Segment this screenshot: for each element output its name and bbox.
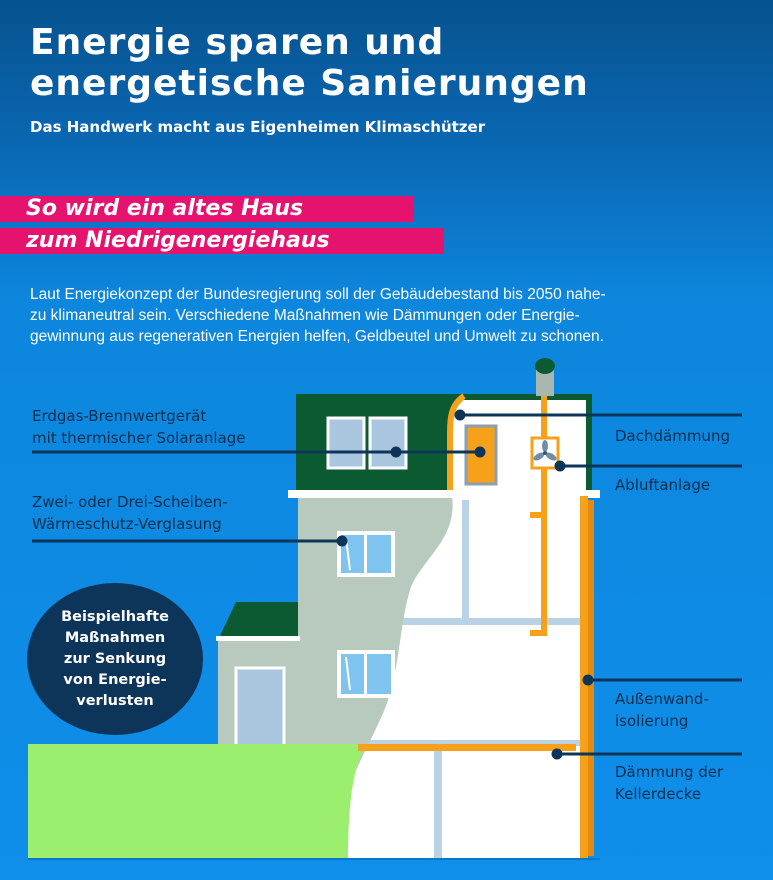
label-exhaust: Abluftanlage (615, 476, 711, 494)
garage-roof-edge (216, 636, 300, 641)
label-basement-insulation: Dämmung der Kellerdecke (615, 763, 724, 803)
label-wall-insulation: Außenwand- isolierung (615, 690, 709, 730)
exhaust-branch-upper (530, 512, 547, 518)
banner-line-2: zum Niedrigenergiehaus (0, 228, 444, 254)
roof-window-left (328, 418, 364, 468)
label-glazing: Zwei- oder Drei-Scheiben- Wärmeschutz-Verglasung (32, 493, 228, 533)
banner-line-1: So wird ein altes Haus (0, 196, 414, 222)
lawn (28, 744, 368, 858)
exhaust-branch-lower (530, 630, 547, 636)
intro-text: Laut Energiekonzept der Bundesregierung soll der Gebäudebestand bis 2050 nahe- zu klimaneutral sein. Verschiedene Maßnahmen wie Dämmungen oder Energie- gewinnung aus regenerativen Energien helfen, Geldbeutel und Umwelt zu schonen. (30, 286, 606, 345)
measures-badge (27, 583, 203, 735)
ground-line (28, 858, 600, 860)
page-subtitle: Das Handwerk macht aus Eigenheimen Klimaschützer (30, 118, 486, 136)
garage-roof (218, 602, 298, 640)
label-roof-insulation: Dachdämmung (615, 427, 730, 445)
eaves (288, 490, 600, 498)
basement-insulation (358, 744, 576, 751)
measures-badge-text: Beispielhafte Maßnahmen zur Senkung von Energie- verlusten (61, 608, 169, 709)
page-title: Energie sparen und energetische Sanierungen (30, 22, 589, 104)
chimney-cap (535, 358, 555, 374)
label-boiler: Erdgas-Brennwertgerät mit thermischer Solaranlage (32, 407, 246, 447)
roof-window-right (370, 418, 406, 468)
window-lower (337, 650, 395, 698)
